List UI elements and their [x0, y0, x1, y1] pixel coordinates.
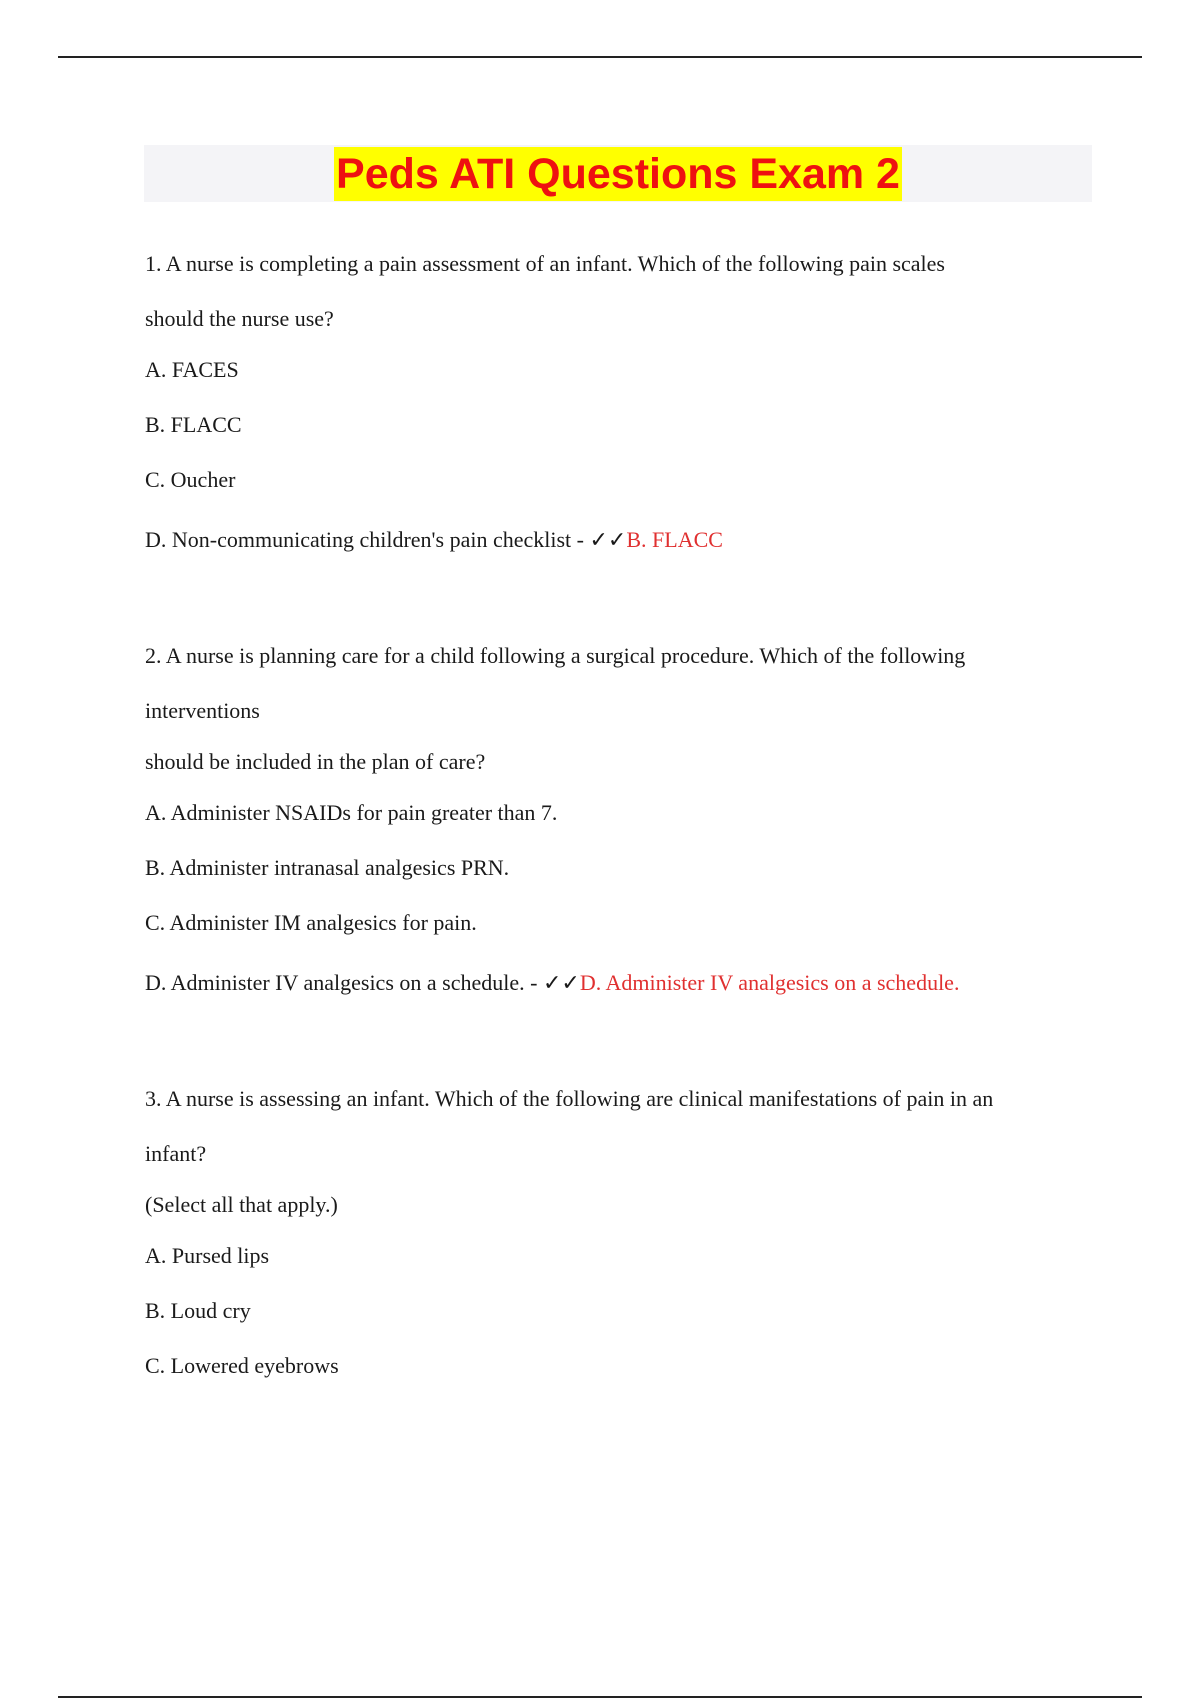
double-check-icon: ✓✓	[589, 528, 627, 553]
question-stem-line: should be included in the plan of care?	[145, 749, 486, 774]
question-block-1	[145, 250, 1105, 555]
answer-option-with-key	[145, 969, 1105, 998]
correct-answer: B. FLACC	[626, 527, 723, 552]
answer-option: C. Administer IM analgesics for pain.	[145, 910, 477, 935]
answer-option: C. Oucher	[145, 467, 236, 492]
question-stem-line: should the nurse use?	[145, 306, 334, 331]
title-banner	[144, 145, 1092, 202]
answer-option: B. FLACC	[145, 412, 242, 437]
question-stem-line: 2. A nurse is planning care for a child following a surgical procedure. Which of the following	[145, 643, 966, 668]
answer-option: B. Loud cry	[145, 1298, 251, 1323]
question-stem-line: (Select all that apply.)	[145, 1192, 338, 1217]
correct-answer: D. Administer IV analgesics on a schedule.	[579, 970, 960, 995]
question-block-3	[145, 1085, 1105, 1380]
answer-option: A. Administer NSAIDs for pain greater than 7.	[145, 800, 558, 825]
answer-option: C. Lowered eyebrows	[145, 1353, 339, 1378]
question-block-2	[145, 642, 1105, 998]
answer-option-with-key	[145, 526, 1105, 555]
document-body	[145, 250, 1105, 1380]
answer-option: A. Pursed lips	[145, 1243, 270, 1268]
answer-option: B. Administer intranasal analgesics PRN.	[145, 855, 510, 880]
page-bottom-rule	[58, 1696, 1142, 1698]
question-stem-line: 3. A nurse is assessing an infant. Which of the following are clinical manifestations of pain in an	[145, 1086, 994, 1111]
answer-option: A. FACES	[145, 357, 239, 382]
page-top-rule	[58, 56, 1142, 58]
document-title: Peds ATI Questions Exam 2	[334, 147, 902, 201]
answer-option-text: D. Non-communicating children's pain checklist -	[145, 527, 590, 552]
question-stem-line: interventions	[145, 698, 260, 723]
question-stem-line: 1. A nurse is completing a pain assessment of an infant. Which of the following pain scales	[145, 251, 945, 276]
answer-option-text: D. Administer IV analgesics on a schedule. -	[145, 970, 543, 995]
double-check-icon: ✓✓	[542, 971, 580, 996]
question-stem-line: infant?	[145, 1141, 207, 1166]
